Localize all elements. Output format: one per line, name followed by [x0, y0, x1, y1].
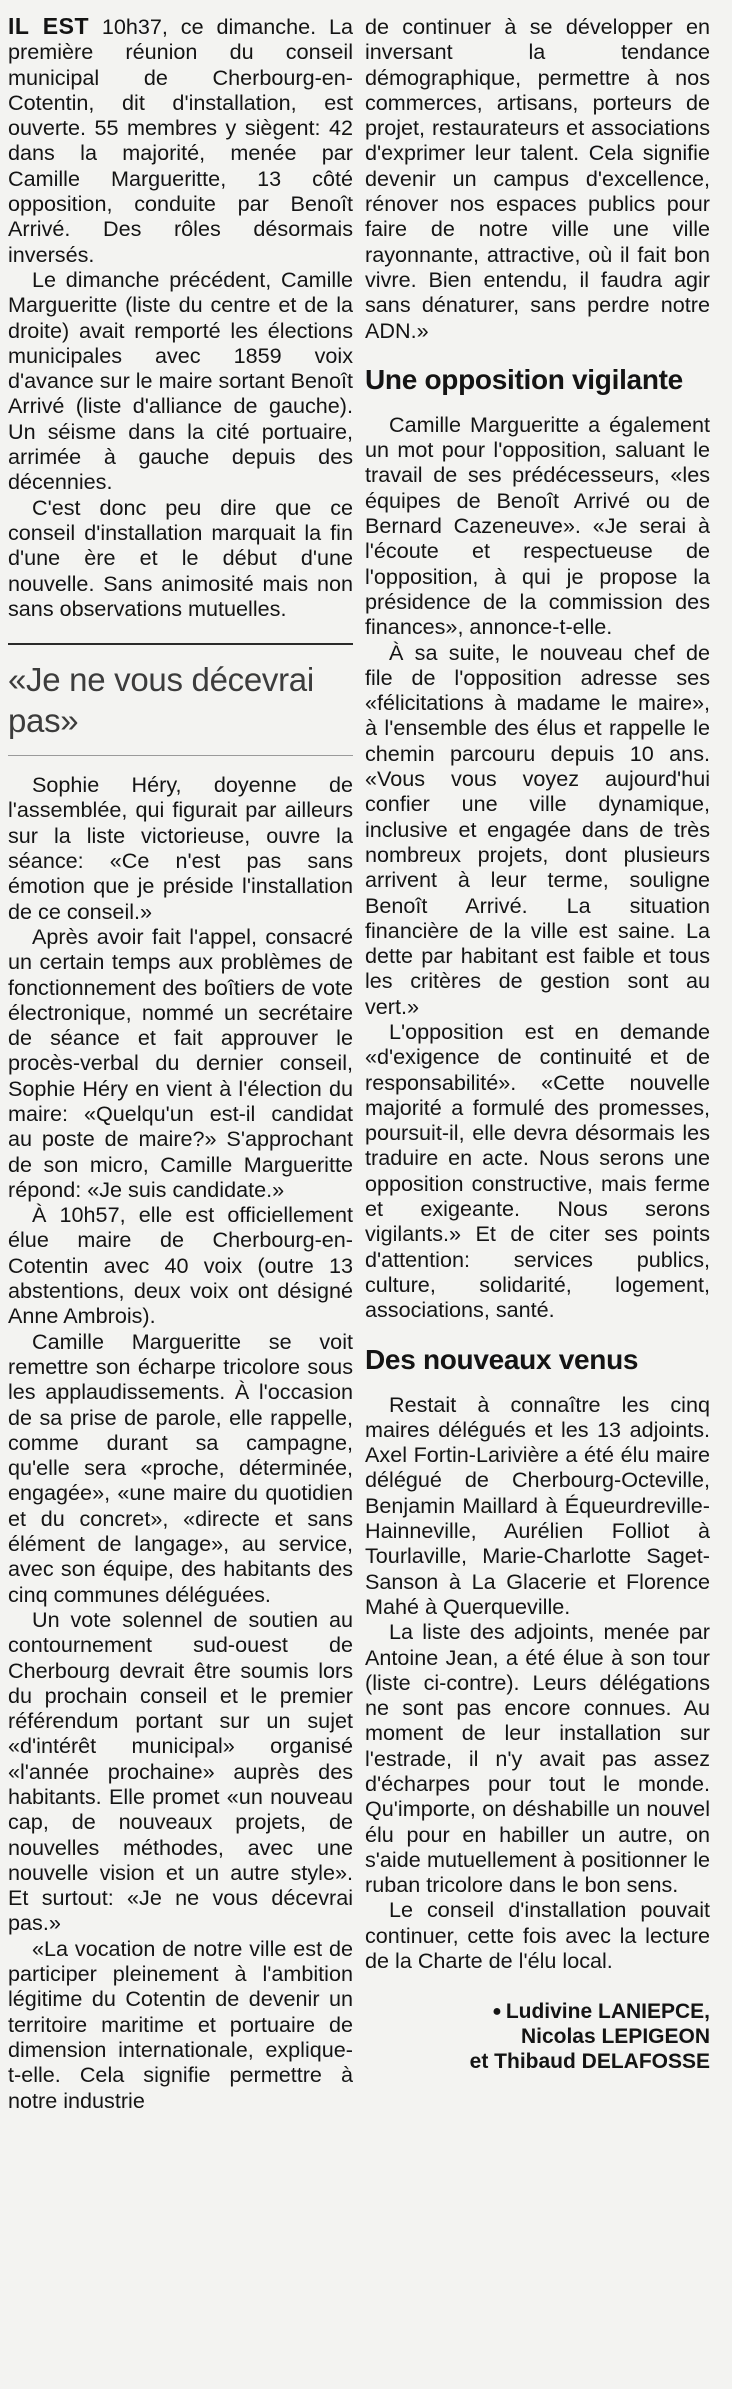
byline-author-3: et Thibaud DELAFOSSE	[469, 2050, 710, 2074]
article-paragraph: Le dimanche précédent, Camille Margueritte (liste du centre et de la droite) avait remporté les élections municipales avec 1859 voix d'avance sur le maire sortant Benoît Arrivé (liste d'alliance de gauche). Un séisme dans la cité portuaire, arrimée à gauche depuis des décennies.	[8, 266, 354, 495]
article-paragraph: Un vote solennel de soutien au contournement sud-ouest de Cherbourg devrait être soumis lors du prochain conseil et le premier référendum portant sur un sujet «d'intérêt municipal» organisé «l'année prochaine» auprès des habitants. Elle promet «un nouveau cap, de nouveaux projets, de nouvelles méthodes, avec une nouvelle vision et un autre style». Et surtout: «Je ne vous décevrai pas.»	[8, 1606, 353, 1936]
section-divider	[8, 643, 353, 645]
bullet-icon: ●	[492, 2003, 502, 2021]
article-paragraph: IL EST 10h37, ce dimanche. La première réunion du conseil municipal de Cherbourg-en-Cotentin, dit d'installation, est ouverte. 55 membres y siègent: 42 dans la majorité, menée par Camille Margueritte, 13 côté opposition, conduite par Benoît Arrivé. Des rôles désormais inversés.	[8, 13, 353, 267]
article-paragraph: de continuer à se développer en inversant la tendance démographique, permettre à nos commerces, artisans, porteurs de projet, restaurateurs et associations d'exprimer leur talent. Cela signifie devenir un campus d'excellence, rénover nos espaces publics pour faire de notre ville une ville rayonnante, attractive, où il fait bon vivre. Bien entendu, il faudra agir sans dénaturer, sans perdre notre ADN.»	[365, 14, 710, 343]
byline	[365, 1999, 710, 2074]
article-paragraph: Sophie Héry, doyenne de l'assemblée, qui figurait par ailleurs sur la liste victorieuse, ouvre la séance: «Ce n'est pas sans émotion que je préside l'installation de ce conseil.»	[8, 772, 353, 924]
lead-in: IL EST	[8, 13, 90, 39]
section-heading-opposition: Une opposition vigilante	[365, 363, 683, 395]
heading-rule	[8, 755, 353, 756]
article-paragraph: Après avoir fait l'appel, consacré un certain temps aux problèmes de fonctionnement des boîtiers de vote électronique, nommé un secrétaire de séance et fait approuver le procès-verbal du dernier conseil, Sophie Héry en vient à l'élection du maire: «Quelqu'un est-il candidat au poste de maire?» S'approchant de son micro, Camille Margueritte répond: «Je suis candidate.»	[8, 923, 353, 1202]
article-paragraph: Le conseil d'installation pouvait continuer, cette fois avec la lecture de la Charte de l'élu local.	[365, 1897, 710, 1974]
article-paragraph: À sa suite, le nouveau chef de file de l'opposition adresse ses «félicitations à madame le maire», à l'ensemble des élus et rappelle le chemin parcouru depuis 10 ans. «Vous vous voyez aujourd'hui confier une ville dynamique, inclusive et engagée dans de très nombreux projets, dont plusieurs arrivent à leur terme, souligne Benoît Arrivé. La situation financière de la ville est saine. La dette par habitant est faible et tous les critères de gestion sont au vert.»	[365, 639, 710, 1019]
article-paragraph: La liste des adjoints, menée par Antoine Jean, a été élue à son tour (liste ci-contre). Leurs délégations ne sont pas encore connues. Au moment de leur installation sur l'estrade, il n'y avait pas assez d'écharpes pour tout le monde. Qu'importe, on déshabille un nouvel élu pour en habiller un autre, on s'aide mutuellement à positionner le ruban tricolore dans le bon sens.	[365, 1619, 710, 1898]
article-column-right	[365, 14, 710, 2389]
byline-author-1: ● Ludivine LANIEPCE,	[492, 2000, 710, 2024]
article-paragraph: À 10h57, elle est officiellement élue maire de Cherbourg-en-Cotentin avec 40 voix (outre 13 abstentions, deux voix ont désigné Anne Ambrois).	[8, 1202, 353, 1329]
article-paragraph: «La vocation de notre ville est de participer pleinement à l'ambition légitime du Cotentin de devenir un territoire maritime et portuaire de dimension internationale, explique-t-elle. Cela signifie permettre à notre industrie	[8, 1935, 353, 2113]
article-paragraph: Camille Margueritte se voit remettre son écharpe tricolore sous les applaudissements. À l'occasion de sa prise de parole, elle rappelle, comme durant sa campagne, qu'elle sera «proche, déterminée, engagée», «une maire du quotidien et du concret», «directe et sans élément de langage», au service, avec son équipe, des habitants des cinq communes déléguées.	[8, 1328, 353, 1607]
byline-author-2: Nicolas LEPIGEON	[520, 2025, 710, 2049]
article-paragraph: C'est donc peu dire que ce conseil d'installation marquait la fin d'une ère et le début d'une nouvelle. Sans animosité mais non sans observations mutuelles.	[8, 494, 353, 621]
article-column-left	[8, 14, 353, 2389]
article-paragraph: Camille Margueritte a également un mot pour l'opposition, saluant le travail de ses prédécesseurs, «les équipes de Benoît Arrivé ou de Bernard Cazeneuve». «Je serai à l'écoute et respectueuse de l'opposition, à qui je propose la présidence de la commission des finances», annonce-t-elle.	[365, 411, 710, 640]
section-heading-quote: «Je ne vous décevrai pas»	[8, 661, 314, 740]
section-heading-newcomers: Des nouveaux venus	[365, 1343, 639, 1375]
article-paragraph: Restait à connaître les cinq maires délégués et les 13 adjoints. Axel Fortin-Larivière a été élu maire délégué de Cherbourg-Octeville, Benjamin Maillard à Équeurdreville-Hainneville, Aurélien Folliot à Tourlaville, Marie-Charlotte Saget-Sanson à La Glacerie et Florence Mahé à Querqueville.	[365, 1391, 710, 1619]
article-paragraph: L'opposition est en demande «d'exigence de continuité et de responsabilité». «Cette nouvelle majorité a formulé des promesses, poursuit-il, elle devra désormais les traduire en acte. Nous serons une opposition constructive, mais ferme et exigeante. Nous serons vigilants.» Et de citer ses points d'attention: services publics, culture, solidarité, logement, associations, santé.	[365, 1018, 710, 1323]
